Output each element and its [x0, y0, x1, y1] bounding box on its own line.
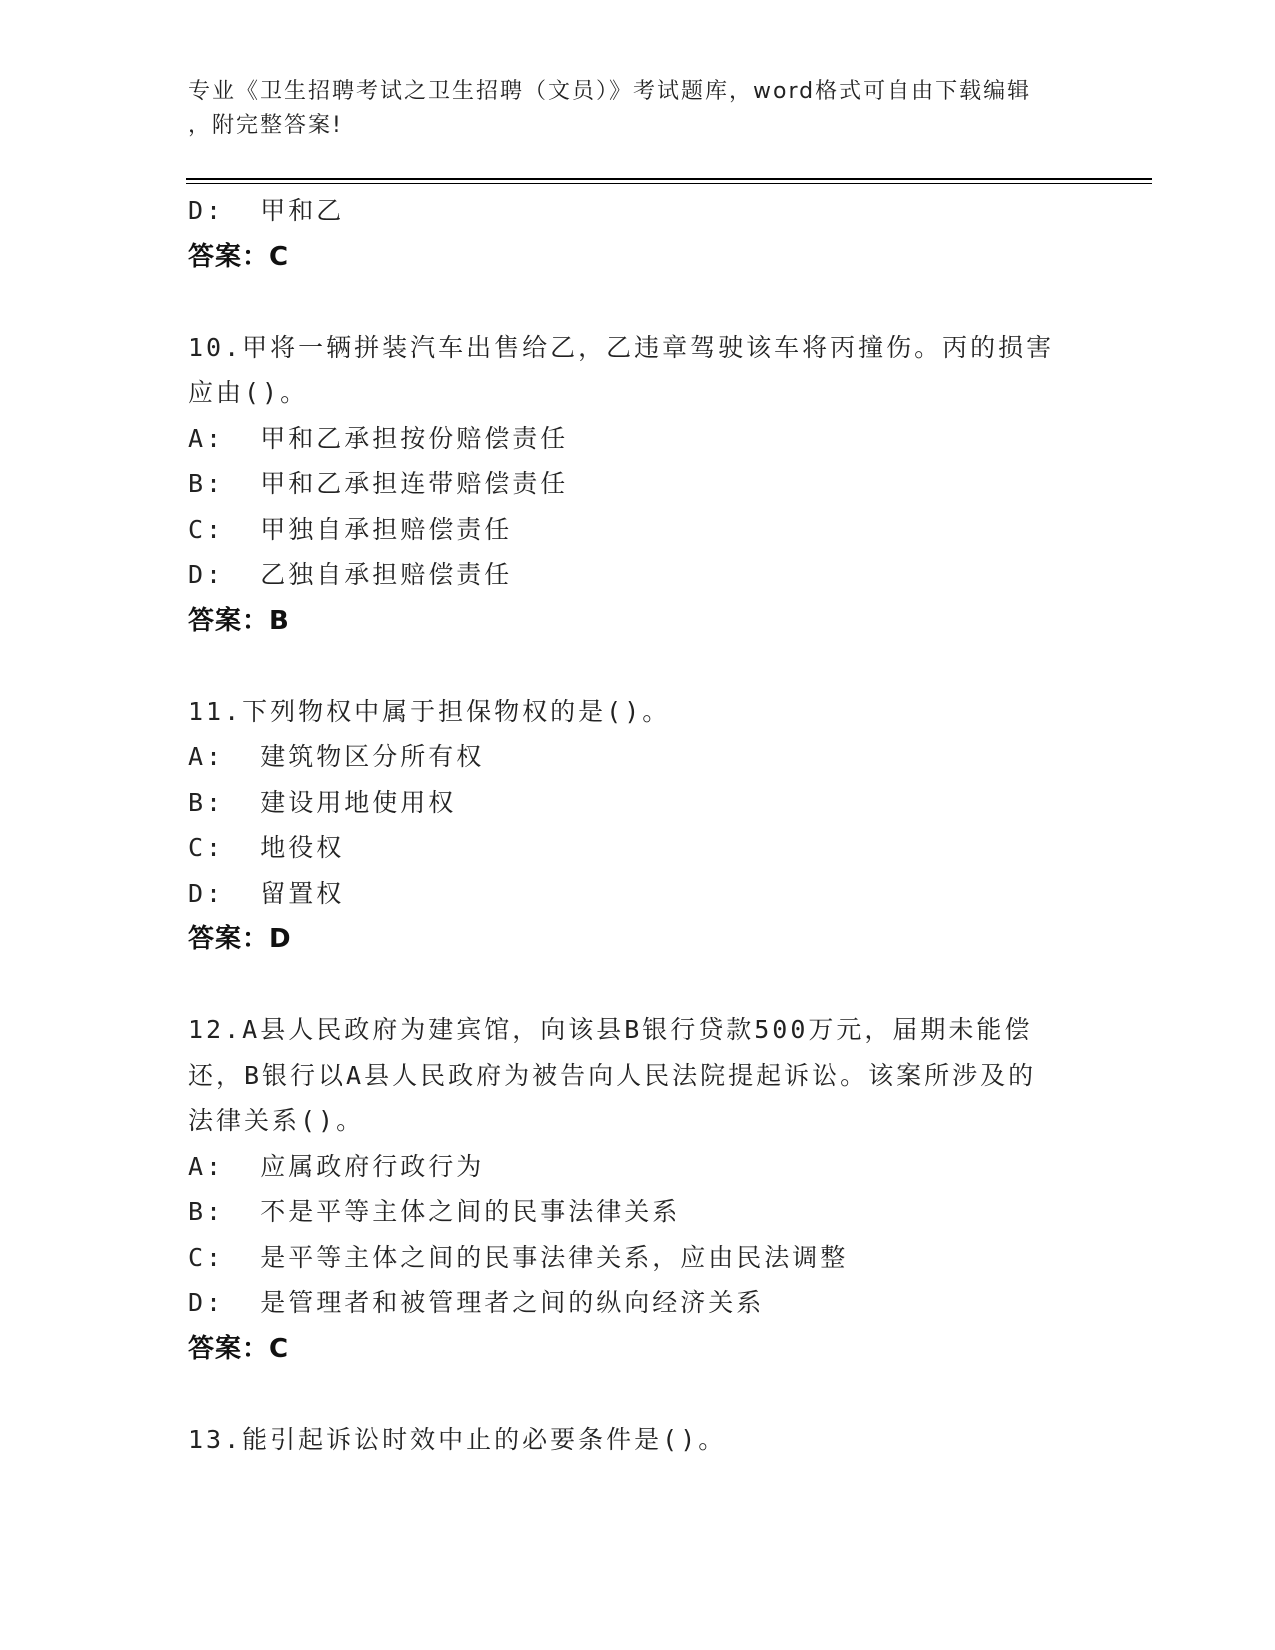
question-text: 10.甲将一辆拼装汽车出售给乙，乙违章驾驶该车将丙撞伤。丙的损害 [188, 332, 1055, 362]
spacer [188, 962, 1088, 1007]
option-b: B: 甲和乙承担连带赔偿责任 [188, 469, 569, 498]
spacer [188, 280, 1088, 325]
option-c: C: 是平等主体之间的民事法律关系，应由民法调整 [188, 1242, 849, 1272]
question-12 [188, 1007, 1088, 1372]
answer-line: 答案：D [188, 924, 292, 954]
option-c: C: 地役权 [188, 833, 345, 862]
option-a: A: 建筑物区分所有权 [188, 742, 485, 771]
question-text: 应由()。 [188, 378, 309, 407]
option-d: D: 留置权 [188, 878, 345, 908]
question-13 [188, 1417, 1088, 1463]
question-text: 12.A县人民政府为建宾馆，向该县B银行贷款500万元，届期未能偿 [188, 1015, 1033, 1044]
header-line-1: 专业《卫生招聘考试之卫生招聘（文员）》考试题库，word格式可自由下载编辑 [188, 79, 1032, 104]
option-b: B: 不是平等主体之间的民事法律关系 [188, 1197, 681, 1226]
answer-line: 答案：B [188, 605, 290, 636]
option-a: A: 应属政府行政行为 [188, 1151, 485, 1181]
question-10 [188, 325, 1088, 644]
document-body [188, 188, 1088, 1462]
question-fragment-previous [188, 188, 1088, 280]
question-text: 13.能引起诉讼时效中止的必要条件是()。 [188, 1424, 727, 1454]
option-a: A: 甲和乙承担按份赔偿责任 [188, 423, 569, 453]
option-c: C: 甲独自承担赔偿责任 [188, 514, 513, 544]
option-d: D: 乙独自承担赔偿责任 [188, 560, 513, 589]
question-text: 法律关系()。 [188, 1106, 365, 1135]
option-d: D: 是管理者和被管理者之间的纵向经济关系 [188, 1288, 765, 1317]
header-line-2: ，附完整答案! [188, 113, 343, 138]
document-header [188, 75, 1088, 143]
question-text: 11.下列物权中属于担保物权的是()。 [188, 696, 671, 726]
option-d: D: 甲和乙 [188, 196, 345, 225]
answer-line: 答案：C [188, 1333, 290, 1364]
spacer [188, 644, 1088, 689]
question-11 [188, 689, 1088, 963]
spacer [188, 1372, 1088, 1417]
question-text: 还，B银行以A县人民政府为被告向人民法院提起诉讼。该案所涉及的 [188, 1060, 1037, 1090]
option-b: B: 建设用地使用权 [188, 787, 457, 817]
header-divider-thin [186, 183, 1152, 184]
answer-line: 答案：C [188, 241, 290, 272]
header-divider-thick [186, 178, 1152, 180]
